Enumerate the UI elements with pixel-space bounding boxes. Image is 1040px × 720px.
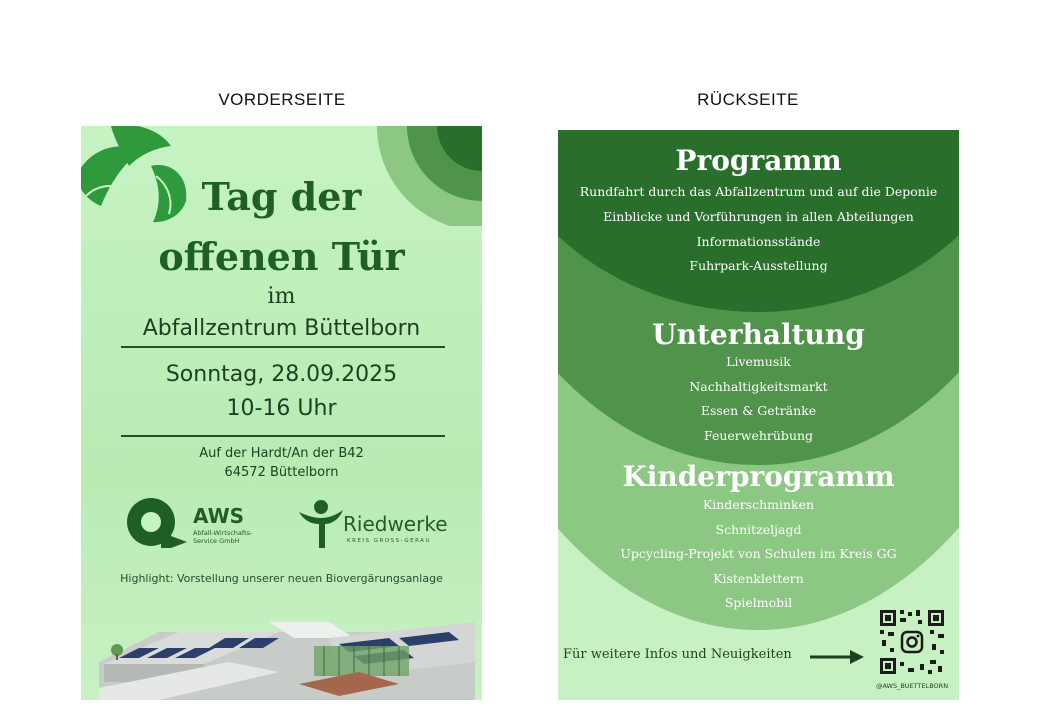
event-time: 10-16 Uhr [226,396,337,421]
aws-logo-mark [125,496,187,552]
aws-logo-name: AWS [193,504,245,528]
riedwerke-logo-name: Riedwerke [343,512,448,536]
title-line-1: Tag der [201,174,362,219]
section-heading-kinderprogramm: Kinderprogramm [622,460,895,493]
flyer-front [81,126,482,700]
front-side-label: VORDERSEITE [218,90,346,109]
kinder-item-1: Kinderschminken [702,497,815,512]
aws-logo-sub-1: Abfall-Wirtschafts- [193,529,253,537]
kinder-item-2: Schnitzeljagd [715,522,802,537]
footer-info-text: Für weitere Infos und Neuigkeiten [563,647,792,662]
venue-name: Abfallzentrum Büttelborn [142,316,421,341]
divider-bottom [121,435,445,437]
address-line-2: 64572 Büttelborn [224,465,339,480]
address-line-1: Auf der Hardt/An der B42 [199,446,364,461]
unterhaltung-item-1: Livemusik [726,354,791,369]
riedwerke-logo [297,498,457,554]
riedwerke-logo-sub: KREIS GROSS-GERAU [347,538,431,544]
kinder-item-4: Kistenklettern [713,571,804,586]
qr-code-icon [878,608,946,676]
event-date: Sonntag, 28.09.2025 [165,362,398,387]
kinder-item-3: Upcycling-Projekt von Schulen im Kreis GG [620,546,897,561]
programm-item-3: Informationsstände [696,234,821,249]
back-side-label: RÜCKSEITE [697,90,799,109]
title-line-2: offenen Tür [158,234,405,279]
section-heading-unterhaltung: Unterhaltung [652,318,865,351]
unterhaltung-item-2: Nachhaltigkeitsmarkt [689,379,828,394]
unterhaltung-item-3: Essen & Getränke [700,403,817,418]
highlight-text: Highlight: Vorstellung unserer neuen Biovergärungsanlage [120,572,443,585]
kinder-item-5: Spielmobil [724,595,793,610]
aws-logo [125,496,265,552]
facility-aerial-image [99,592,475,700]
aws-logo-sub-2: Service GmbH [193,537,240,545]
instagram-handle: @AWS_BUETTELBORN [875,682,949,690]
flyer-back [558,130,959,700]
riedwerke-logo-mark [297,498,345,550]
unterhaltung-item-4: Feuerwehrübung [703,428,814,443]
programm-item-2: Einblicke und Vorführungen in allen Abteilungen [603,209,914,224]
arrow-right-icon [810,648,866,666]
divider-top [121,346,445,348]
programm-item-1: Rundfahrt durch das Abfallzentrum und auf die Deponie [579,184,938,199]
programm-item-4: Fuhrpark-Ausstellung [689,258,828,273]
title-im: im [267,284,296,309]
section-heading-programm: Programm [675,144,842,177]
